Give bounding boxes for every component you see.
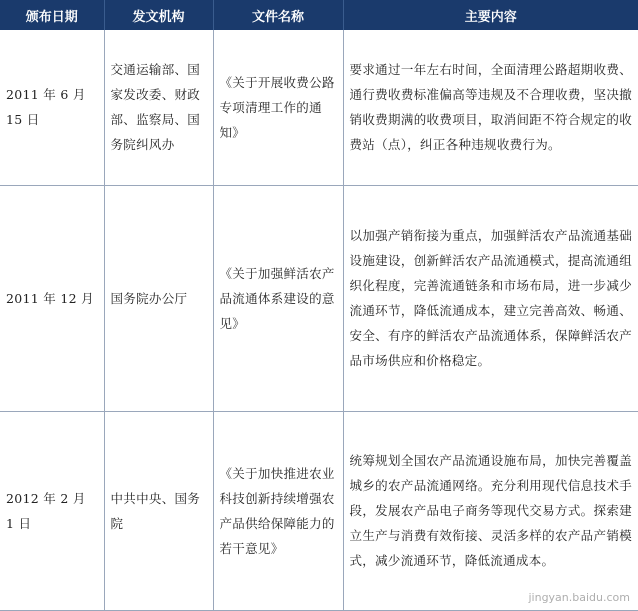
header-date: 颁布日期 — [0, 0, 104, 30]
cell-agency: 交通运输部、国家发改委、财政部、监察局、国务院纠风办 — [104, 30, 213, 185]
cell-agency: 国务院办公厅 — [104, 185, 213, 411]
cell-content: 以加强产销衔接为重点，加强鲜活农产品流通基础设施建设，创新鲜活农产品流通模式，提高流通组织化程度，完善流通链条和市场布局，进一步减少流通环节，降低流通成本，建立完善高效、畅通、安全、有序的鲜活农产品流通体系，保障鲜活农产品市场供应和价格稳定。 — [343, 185, 638, 411]
header-content: 主要内容 — [343, 0, 638, 30]
cell-title: 《关于开展收费公路专项清理工作的通知》 — [213, 30, 343, 185]
cell-agency: 中共中央、国务院 — [104, 411, 213, 610]
cell-content: 要求通过一年左右时间，全面清理公路超期收费、通行费收费标准偏高等违规及不合理收费，坚决撤销收费期满的收费项目，取消间距不符合规定的收费站（点），纠正各种违规收费行为。 — [343, 30, 638, 185]
cell-title: 《关于加强鲜活农产品流通体系建设的意见》 — [213, 185, 343, 411]
table-row — [0, 411, 638, 610]
cell-title: 《关于加快推进农业科技创新持续增强农产品供给保障能力的若干意见》 — [213, 411, 343, 610]
cell-date: 2011 年 6 月 15 日 — [0, 30, 104, 185]
cell-date: 2011 年 12 月 — [0, 185, 104, 411]
cell-content: 统筹规划全国农产品流通设施布局，加快完善覆盖城乡的农产品流通网络。充分利用现代信息技术手段，发展农产品电子商务等现代交易方式。探索建立生产与消费有效衔接、灵活多样的农产品产销模式，减少流通环节，降低流通成本。 — [343, 411, 638, 610]
header-title: 文件名称 — [213, 0, 343, 30]
cell-date: 2012 年 2 月 1 日 — [0, 411, 104, 610]
table-row — [0, 30, 638, 185]
table-row — [0, 185, 638, 411]
watermark: jingyan.baidu.com — [528, 591, 630, 604]
header-agency: 发文机构 — [104, 0, 213, 30]
header-row — [0, 0, 638, 30]
